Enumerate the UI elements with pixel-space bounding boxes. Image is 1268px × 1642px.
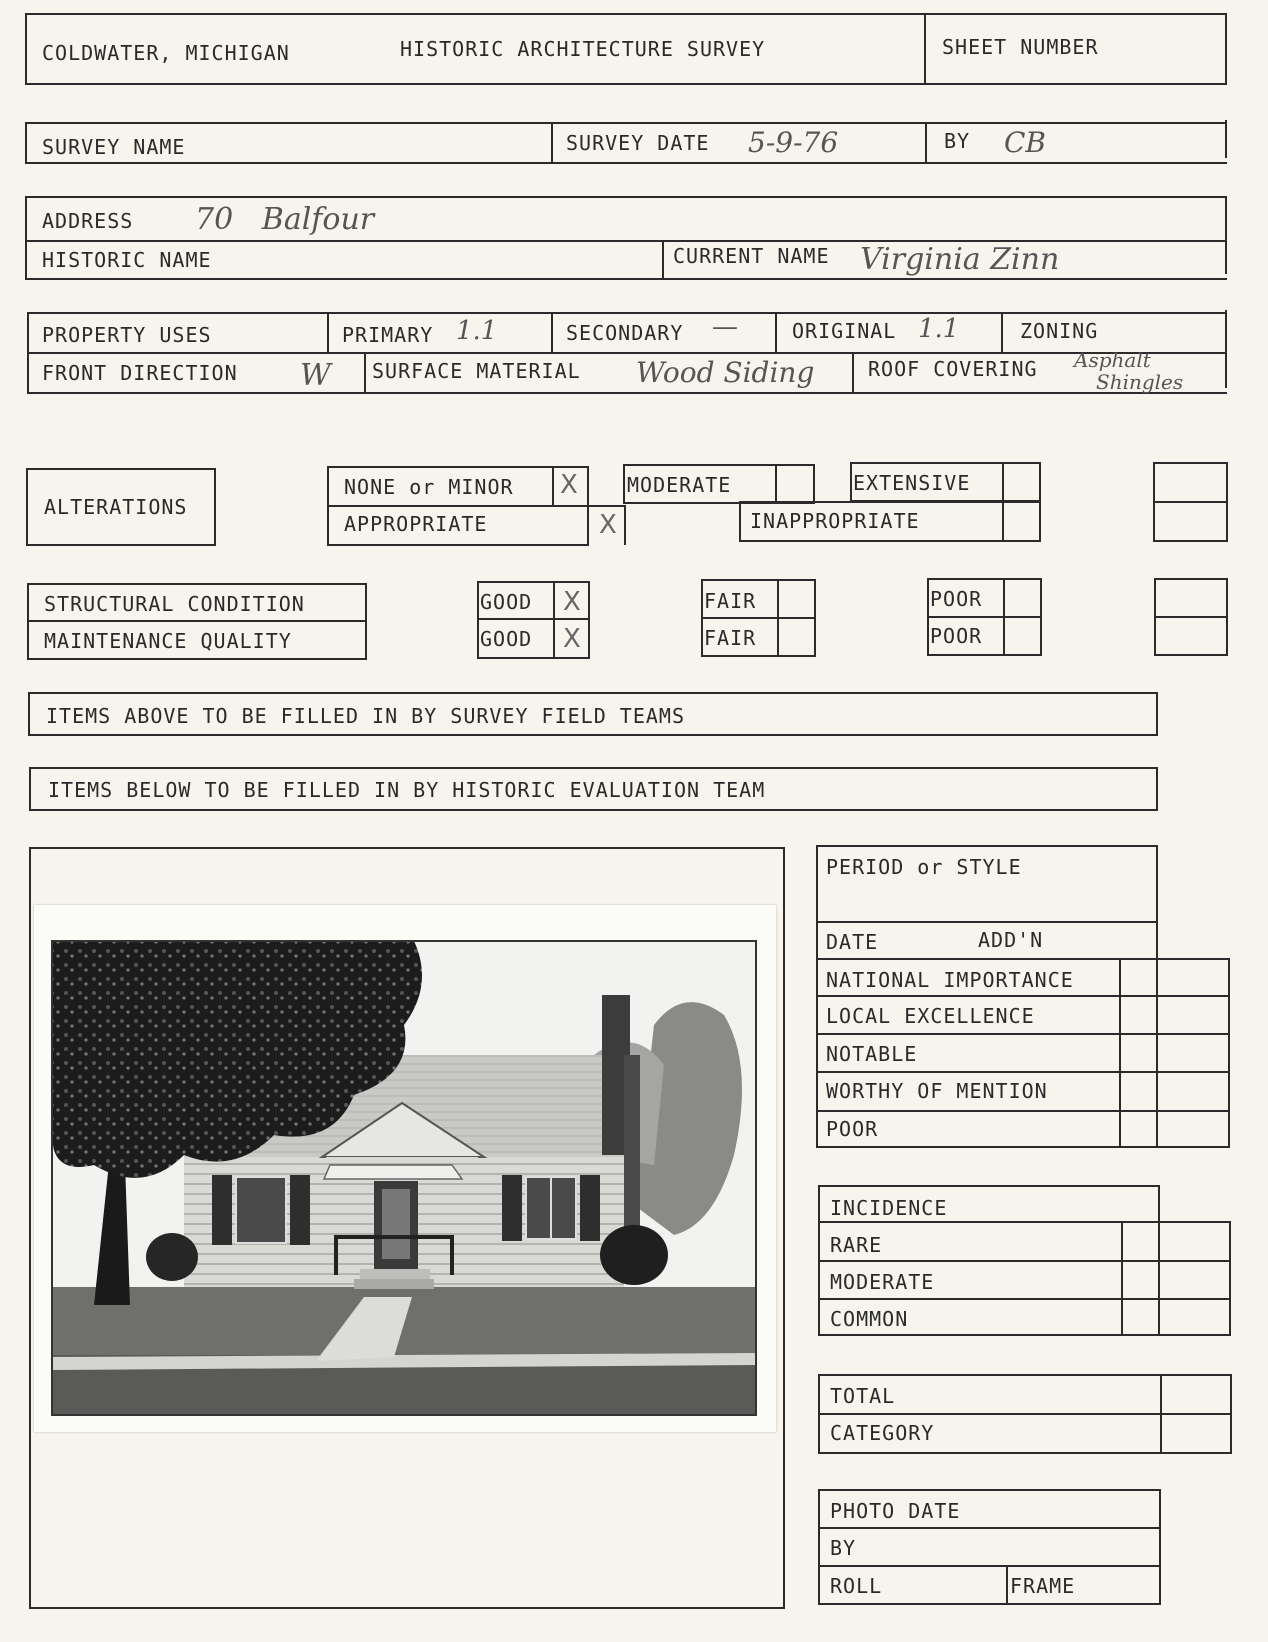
evaluation-col-2 bbox=[1156, 921, 1158, 1148]
current-name-value: Virginia Zinn bbox=[860, 242, 1060, 277]
evaluation-row-5 bbox=[816, 1110, 1230, 1112]
extensive-label: EXTENSIVE bbox=[853, 471, 971, 495]
evaluation-row-4 bbox=[816, 1071, 1230, 1073]
worthy-of-mention-label: WORTHY OF MENTION bbox=[826, 1079, 1048, 1103]
survey-right-edge bbox=[1225, 120, 1227, 158]
header-divider bbox=[924, 13, 926, 85]
poor-divider bbox=[927, 616, 1042, 618]
note-above-text: ITEMS ABOVE TO BE FILLED IN BY SURVEY FIELD TEAMS bbox=[46, 704, 686, 728]
note-below-text: ITEMS BELOW TO BE FILLED IN BY HISTORIC EVALUATION TEAM bbox=[48, 778, 766, 802]
totals-divider bbox=[818, 1413, 1232, 1415]
moderate-label: MODERATE bbox=[627, 473, 732, 497]
survey-date-label: SURVEY DATE bbox=[566, 131, 710, 155]
property-div-zoning bbox=[1001, 312, 1003, 352]
incidence-label: INCIDENCE bbox=[830, 1196, 948, 1220]
fair-structural-label: FAIR bbox=[704, 589, 757, 613]
condition-score-divider bbox=[1154, 616, 1228, 618]
inappropriate-label: INAPPROPRIATE bbox=[750, 509, 920, 533]
period-style-label: PERIOD or STYLE bbox=[826, 855, 1022, 879]
none-minor-row-divider bbox=[327, 505, 626, 507]
house-photo-image bbox=[34, 905, 776, 1432]
survey-by-value: CB bbox=[1004, 126, 1046, 159]
addn-label: ADD'N bbox=[978, 928, 1044, 952]
good-structural-label: GOOD bbox=[480, 590, 533, 614]
appropriate-check-edge bbox=[624, 505, 626, 545]
incidence-col-2 bbox=[1158, 1221, 1160, 1336]
property-div-surface bbox=[364, 352, 366, 394]
fair-divider bbox=[701, 617, 816, 619]
appropriate-label: APPROPRIATE bbox=[344, 512, 488, 536]
structural-condition-label: STRUCTURAL CONDITION bbox=[44, 592, 305, 616]
total-label: TOTAL bbox=[830, 1384, 896, 1408]
front-direction-value: W bbox=[300, 358, 331, 393]
poor-structural-label: POOR bbox=[930, 587, 983, 611]
good-maintenance-label: GOOD bbox=[480, 627, 533, 651]
address-value: 70 Balfour bbox=[195, 202, 375, 237]
survey-by-label: BY bbox=[944, 129, 971, 153]
photo-date-label: PHOTO DATE bbox=[830, 1499, 961, 1523]
fair-maintenance-label: FAIR bbox=[704, 626, 757, 650]
maintenance-quality-label: MAINTENANCE QUALITY bbox=[44, 629, 292, 653]
primary-label: PRIMARY bbox=[342, 323, 434, 347]
frame-label: FRAME bbox=[1010, 1574, 1076, 1598]
evaluation-row-1 bbox=[816, 958, 1230, 960]
good-divider bbox=[477, 618, 590, 620]
evaluation-poor-label: POOR bbox=[826, 1117, 879, 1141]
roof-covering-value-2: Shingles bbox=[1096, 370, 1184, 394]
property-div-secondary bbox=[551, 312, 553, 352]
photo-by-label: BY bbox=[830, 1536, 857, 1560]
alterations-score-divider bbox=[1153, 501, 1228, 503]
secondary-label: SECONDARY bbox=[566, 321, 684, 345]
house-photograph bbox=[34, 905, 776, 1432]
form-title: HISTORIC ARCHITECTURE SURVEY bbox=[400, 37, 766, 61]
property-right-edge bbox=[1225, 310, 1227, 388]
date-label: DATE bbox=[826, 930, 879, 954]
property-uses-label: PROPERTY USES bbox=[42, 323, 212, 347]
roof-covering-value-1: Asphalt bbox=[1074, 348, 1151, 372]
good-check-divider bbox=[553, 581, 555, 659]
fair-check-divider bbox=[777, 579, 779, 657]
none-minor-label: NONE or MINOR bbox=[344, 475, 514, 499]
survey-date-value: 5-9-76 bbox=[748, 126, 839, 159]
poor-check-divider bbox=[1003, 578, 1005, 656]
incidence-col-1 bbox=[1121, 1221, 1123, 1336]
national-importance-label: NATIONAL IMPORTANCE bbox=[826, 968, 1074, 992]
current-name-label: CURRENT NAME bbox=[673, 244, 830, 268]
category-label: CATEGORY bbox=[830, 1421, 935, 1445]
incidence-moderate-label: MODERATE bbox=[830, 1270, 935, 1294]
poor-maintenance-label: POOR bbox=[930, 624, 983, 648]
property-div-primary bbox=[327, 312, 329, 352]
incidence-row-1 bbox=[818, 1260, 1231, 1262]
survey-divider-2 bbox=[925, 122, 927, 164]
primary-value: 1.1 bbox=[456, 316, 498, 346]
evaluation-row-2 bbox=[816, 995, 1230, 997]
rare-label: RARE bbox=[830, 1233, 883, 1257]
condition-labels-divider bbox=[27, 620, 367, 622]
original-label: ORIGINAL bbox=[792, 319, 897, 343]
notable-label: NOTABLE bbox=[826, 1042, 918, 1066]
incidence-row-2 bbox=[818, 1298, 1231, 1300]
evaluation-col-1 bbox=[1119, 958, 1121, 1148]
photo-info-row-2 bbox=[818, 1565, 1161, 1567]
common-label: COMMON bbox=[830, 1307, 909, 1331]
sheet-number-label: SHEET NUMBER bbox=[942, 35, 1099, 59]
city-label: COLDWATER, MICHIGAN bbox=[42, 41, 290, 65]
historic-name-label: HISTORIC NAME bbox=[42, 248, 212, 272]
survey-name-label: SURVEY NAME bbox=[42, 135, 186, 159]
totals-col bbox=[1160, 1374, 1162, 1454]
roll-label: ROLL bbox=[830, 1574, 883, 1598]
surface-material-label: SURFACE MATERIAL bbox=[372, 359, 581, 383]
good-maintenance-check: X bbox=[563, 624, 581, 654]
surface-material-value: Wood Siding bbox=[636, 356, 815, 389]
property-div-roof bbox=[852, 352, 854, 392]
appropriate-check: X bbox=[599, 510, 617, 540]
evaluation-right-edge bbox=[1228, 958, 1230, 1148]
roof-covering-label: ROOF COVERING bbox=[868, 357, 1038, 381]
none-minor-check-divider bbox=[552, 466, 554, 506]
moderate-check-divider bbox=[775, 464, 777, 504]
secondary-value: — bbox=[712, 312, 738, 342]
address-label: ADDRESS bbox=[42, 209, 134, 233]
evaluation-row-3 bbox=[816, 1033, 1230, 1035]
photo-info-row-1 bbox=[818, 1527, 1161, 1529]
property-div-original bbox=[775, 312, 777, 352]
none-minor-check: X bbox=[560, 470, 578, 500]
zoning-label: ZONING bbox=[1020, 319, 1099, 343]
property-row-divider bbox=[27, 352, 1227, 354]
survey-divider-1 bbox=[551, 122, 553, 164]
front-direction-label: FRONT DIRECTION bbox=[42, 361, 238, 385]
photo-info-frame-divider bbox=[1006, 1565, 1008, 1605]
good-structural-check: X bbox=[563, 587, 581, 617]
address-right-edge bbox=[1225, 196, 1227, 274]
alterations-label: ALTERATIONS bbox=[44, 495, 188, 519]
current-name-divider bbox=[662, 240, 664, 280]
local-excellence-label: LOCAL EXCELLENCE bbox=[826, 1004, 1035, 1028]
original-value: 1.1 bbox=[918, 314, 960, 344]
